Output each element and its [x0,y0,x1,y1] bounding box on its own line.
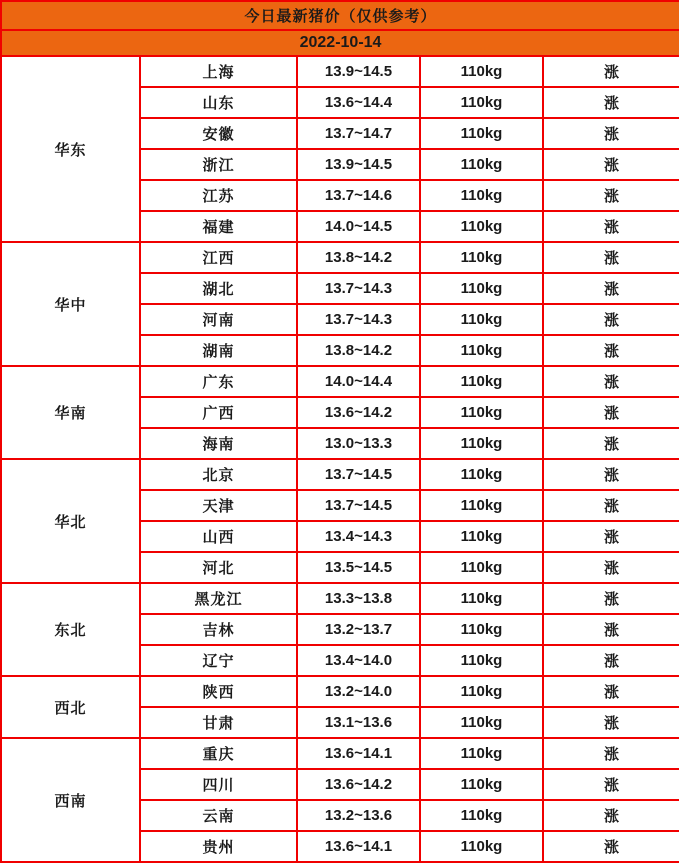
weight-cell: 110kg [420,800,543,831]
status-cell: 涨 [543,366,679,397]
status-cell: 涨 [543,87,679,118]
table-row [1,583,679,614]
province-cell: 甘肃 [140,707,297,738]
status-cell: 涨 [543,118,679,149]
province-cell: 广东 [140,366,297,397]
province-cell: 辽宁 [140,645,297,676]
province-cell: 江苏 [140,180,297,211]
weight-cell: 110kg [420,273,543,304]
province-cell: 海南 [140,428,297,459]
province-cell: 贵州 [140,831,297,862]
region-cell: 东北 [1,583,140,676]
price-cell: 13.2~13.7 [297,614,420,645]
status-cell: 涨 [543,738,679,769]
table-row [1,738,679,769]
weight-cell: 110kg [420,242,543,273]
price-cell: 14.0~14.4 [297,366,420,397]
status-cell: 涨 [543,800,679,831]
weight-cell: 110kg [420,180,543,211]
table-row [1,242,679,273]
price-cell: 13.4~14.0 [297,645,420,676]
price-cell: 13.4~14.3 [297,521,420,552]
price-cell: 13.7~14.7 [297,118,420,149]
region-cell: 华东 [1,56,140,242]
region-cell: 华南 [1,366,140,459]
province-cell: 山东 [140,87,297,118]
price-cell: 13.6~14.2 [297,769,420,800]
price-cell: 13.0~13.3 [297,428,420,459]
price-cell: 13.7~14.5 [297,490,420,521]
weight-cell: 110kg [420,118,543,149]
province-cell: 天津 [140,490,297,521]
price-cell: 13.7~14.6 [297,180,420,211]
price-cell: 13.5~14.5 [297,552,420,583]
price-cell: 13.7~14.5 [297,459,420,490]
weight-cell: 110kg [420,738,543,769]
province-cell: 四川 [140,769,297,800]
price-cell: 13.6~14.1 [297,738,420,769]
status-cell: 涨 [543,428,679,459]
status-cell: 涨 [543,149,679,180]
weight-cell: 110kg [420,552,543,583]
price-cell: 13.2~13.6 [297,800,420,831]
price-cell: 13.6~14.1 [297,831,420,862]
price-cell: 13.2~14.0 [297,676,420,707]
table-row [1,676,679,707]
status-cell: 涨 [543,180,679,211]
status-cell: 涨 [543,707,679,738]
region-cell: 西北 [1,676,140,738]
weight-cell: 110kg [420,211,543,242]
province-cell: 北京 [140,459,297,490]
province-cell: 河北 [140,552,297,583]
status-cell: 涨 [543,242,679,273]
weight-cell: 110kg [420,335,543,366]
province-cell: 浙江 [140,149,297,180]
weight-cell: 110kg [420,428,543,459]
status-cell: 涨 [543,304,679,335]
weight-cell: 110kg [420,366,543,397]
province-cell: 湖南 [140,335,297,366]
weight-cell: 110kg [420,769,543,800]
region-cell: 华中 [1,242,140,366]
province-cell: 陕西 [140,676,297,707]
province-cell: 吉林 [140,614,297,645]
status-cell: 涨 [543,552,679,583]
price-cell: 14.0~14.5 [297,211,420,242]
status-cell: 涨 [543,56,679,87]
table-row [1,366,679,397]
price-cell: 13.8~14.2 [297,242,420,273]
region-cell: 华北 [1,459,140,583]
status-cell: 涨 [543,335,679,366]
price-cell: 13.6~14.4 [297,87,420,118]
weight-cell: 110kg [420,304,543,335]
price-cell: 13.7~14.3 [297,273,420,304]
status-cell: 涨 [543,211,679,242]
status-cell: 涨 [543,831,679,862]
status-cell: 涨 [543,614,679,645]
table-title: 今日最新猪价（仅供参考） [1,1,679,30]
weight-cell: 110kg [420,645,543,676]
province-cell: 河南 [140,304,297,335]
province-cell: 云南 [140,800,297,831]
province-cell: 重庆 [140,738,297,769]
weight-cell: 110kg [420,459,543,490]
province-cell: 山西 [140,521,297,552]
price-cell: 13.3~13.8 [297,583,420,614]
weight-cell: 110kg [420,149,543,180]
status-cell: 涨 [543,273,679,304]
weight-cell: 110kg [420,676,543,707]
weight-cell: 110kg [420,87,543,118]
province-cell: 福建 [140,211,297,242]
price-cell: 13.1~13.6 [297,707,420,738]
province-cell: 上海 [140,56,297,87]
weight-cell: 110kg [420,614,543,645]
region-cell: 西南 [1,738,140,862]
province-cell: 安徽 [140,118,297,149]
weight-cell: 110kg [420,490,543,521]
weight-cell: 110kg [420,583,543,614]
table-date: 2022-10-14 [1,30,679,56]
table-title-row [1,1,679,30]
weight-cell: 110kg [420,707,543,738]
price-cell: 13.8~14.2 [297,335,420,366]
price-cell: 13.6~14.2 [297,397,420,428]
table-date-row [1,30,679,56]
status-cell: 涨 [543,490,679,521]
status-cell: 涨 [543,397,679,428]
status-cell: 涨 [543,676,679,707]
status-cell: 涨 [543,769,679,800]
province-cell: 广西 [140,397,297,428]
province-cell: 湖北 [140,273,297,304]
status-cell: 涨 [543,645,679,676]
weight-cell: 110kg [420,831,543,862]
price-cell: 13.7~14.3 [297,304,420,335]
status-cell: 涨 [543,521,679,552]
table-row [1,56,679,87]
status-cell: 涨 [543,459,679,490]
price-cell: 13.9~14.5 [297,56,420,87]
table-row [1,459,679,490]
province-cell: 江西 [140,242,297,273]
price-cell: 13.9~14.5 [297,149,420,180]
province-cell: 黑龙江 [140,583,297,614]
weight-cell: 110kg [420,56,543,87]
weight-cell: 110kg [420,397,543,428]
status-cell: 涨 [543,583,679,614]
weight-cell: 110kg [420,521,543,552]
